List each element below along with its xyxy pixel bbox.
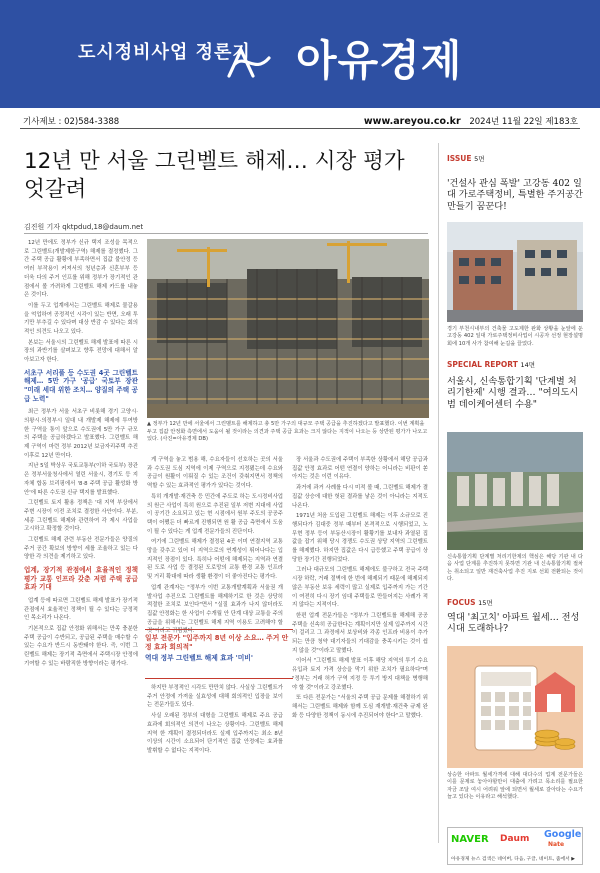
logo-icon [225, 46, 273, 80]
subheading-red: 일부 전문가 "입주까지 8년 이상 소요… 주거 안정 효과 회의적" [145, 634, 289, 651]
focus-illustration [447, 646, 583, 768]
subbar [0, 113, 600, 127]
article-byline: 김진원 기자 qktpdud,18@daum.net [24, 223, 144, 231]
special-label-text: SPECIAL REPORT [447, 360, 518, 369]
paragraph: 또 다른 전문가는 "서울의 주택 공급 문제를 해결하기 위해서는 그린벨트 해제와 함께 도심 재개발·재건축 규제 완화 등 다양한 정책이 동시에 추진되어야 한다"고 말했다. [292, 695, 428, 719]
byline-rule [24, 233, 428, 234]
paragraph: 과거에 과거 사례를 다시 미적 볼 때, 그린벨트 해제가 결 집값 상승에 대한 헛된 결과를 낳은 것이 아니라는 지적도 나온다. [292, 485, 428, 509]
paragraph: 한편 업계 전문가들은 "정부가 그린벨트를 해제해 공공주택을 신속히 공급한다는 계획이지만 실제 입주까지 시간이 걸리고 그 과정에서 보상비와 각종 인프라 비용이 추가되는 만큼 청약 대기자들의 기대감을 충족시키는 것이 쉽지 않을 것"이라고 말했다. [292, 612, 428, 654]
focus-page-number: 15면 [478, 599, 493, 607]
masthead-tagline: 도시정비사업 정론지 [78, 42, 251, 63]
paragraph: 이어서 "그린벨트 해제 발표 이후 해당 지역의 투기 수요 유입과 토지 가격 상승을 막기 위한 조치가 필요하다"며 "정부는 거래 허가 구역 지정 등 투기 방지 대책을 병행해야 할 것"이라고 강조했다. [292, 658, 428, 691]
nate-logo: Nate [548, 841, 565, 848]
paragraph: 사실 오래된 정부의 대형을 그린벨트 해제로 주요 공급 효과에 회의적인 의견이 나오는 상황이다. 그린벨트 해제 지역 한 계획이 결정되더라도 실제 입주까지는 최소 8년 이상의 시간이 소요되어 단기적인 집값 안정에는 효과를 발휘할 수 없다는 지적이다. [147, 713, 283, 754]
issue-caption: 경기 부천시내부의 건축물 고도제한 완화 상황을 눈앞에 둔 고강동 402 일대 가로주택정비사업이 시공자 선정 현장설명회에 10개 사가 참여해 눈길을 끌었다. [447, 326, 583, 347]
edition-info: 2024년 11월 22일 제183호 [469, 117, 578, 127]
paragraph: 이를 두고 업계에서는 그린벨트 해제로 물갈용을 억업하여 공정적인 시각이 있는 반면, 오래 투기만 부추길 수 있다며 대상 반감 수 있다는 회의적인 의견도 나오고 있다. [24, 302, 138, 336]
focus-label-text: FOCUS [447, 598, 476, 607]
article-column-2b [147, 684, 283, 840]
issue-title[interactable]: '건설사 관심 폭발' 고강동 402 일대 가로주택정비, 특별한 주거공간 만들기 꿈꾼다! [447, 178, 583, 212]
paragraph: 업계 등에 따르면 그린벨트 해제 발표가 장기적 관점에서 효율적인 정책이 될 수 있다는 긍정적인 목소리가 나온다. [24, 597, 138, 622]
search-portal-banner[interactable] [447, 827, 583, 865]
header-rule [20, 128, 580, 129]
google-logo: Google [544, 829, 582, 840]
focus-title[interactable]: 역대 '최고치' 아파트 월세… 전성시대 도래하나? [447, 612, 580, 635]
paragraph: 그린벨트 토지 활용 정책은 '대 지역 부상에서 주변 시장이 이전 조치로 결정한 사안이다. 부분, 세종 그린벨트 해제와 관련하여 각 제시 사업을 고시하고 확정할 것이다. [24, 500, 138, 533]
sidebar-divider [438, 143, 439, 843]
daum-logo: Daum [500, 834, 530, 844]
subheading-box [145, 629, 293, 679]
focus-label [447, 598, 493, 607]
issue-label-text: ISSUE [447, 154, 472, 163]
paragraph: 기본적으로 집값 안정화 위해서는 만족 충분한 주택 공급이 수반되고, 공급된 주택을 매수할 수 있는 수요가 반드시 동반돼야 한다. 즉, 이번 그린벨트 해제는 장기적 측면에서 주택시장 안정에 기여할 수 있는 바람직한 방향이라는 평가다. [24, 626, 138, 667]
issue-photo [447, 222, 583, 322]
site-url[interactable]: www.areyou.co.kr [363, 116, 461, 127]
special-title[interactable]: 서울시, 신속통합기획 '단계별 처리기한제' 시행 결과… "여의도시범 데이케어센터 수용" [447, 376, 579, 410]
paragraph: 1971년 처음 도입된 그린벨트 해제는 이후 소규모로 진행되다가 김대중 정부 때부터 본격적으로 시행되었고, 노무현 정부 등이 부동산시장이 활황기를 보내자 과열된 집값을 잡기 위해 당시 경쟁도 수도권 상당 지역의 그린벨트를 해제했다. 하지만 집값은 다시 급등했고 주택 공급이 상당한 장기간 진행되었다. [292, 513, 428, 563]
paragraph: 최근 정부가 서울 서초구 비롯해 경기 고양시·의왕시·의정부시 일대 내 개발제 해제에 투여방 한 구역을 통이 앞으로 수도권에 5만 가구 규모의 주택을 공급하겠다고 발표했다. 그린벨트 해제 구역이 마련 정부 2012년 보금자리주택 추진 이후로 12년 만이다. [24, 409, 138, 459]
special-caption: 신속통합기획 단계별 처리기한제의 핵심은 해당 기관 내 다음 사업 단계를 추진하지 못하면 기관 내 신속통합기획 절차는 취소되고 일반 재건축사업 추진 지로 선회 전환되는 것이다. [447, 554, 583, 583]
photo-caption: ▲ 정부가 12년 만에 서울에서 그린벨트를 해제하고 총 5만 가구의 대규모 주택 공급을 추진하겠다고 발표했다. 이번 계획을 두고 집값 안정화 측면에서 도움이 될 것이라는 의견과 주택 공급 효과는 크지 않다는 지적이 나오는 등 상반된 평가가 나오고 있다. (사진=아유경제 DB) [147, 421, 428, 443]
article-column-3 [292, 456, 428, 840]
special-page-number: 14면 [520, 361, 536, 369]
issue-label [447, 154, 485, 163]
subheading: 업계, 장기적 관점에서 효율적인 정책 평가 교통 인프라 갖춘 저렴 주택 공급 효과 기대 [24, 566, 138, 592]
masthead [0, 0, 600, 108]
subheading-blue: 역대 정부 그린벨트 해제 효과 '미비' [145, 654, 253, 662]
paragraph: 그러나 대규모의 그린벨트 해제에도 불구하고 전국 주택시장 하락, 거래 절벽에 한 번에 해제되기 때문에 해제되지 않은 부동산 보유 세력이 많고 실제로 입주까지 가는 기간이 여전히 다시 장기 임대 주택들로 만들어지는 사례가 적지 않다는 지적이다. [292, 567, 428, 609]
paragraph: 하지만 부정적인 시각도 만만치 않다. 사실상 그린벨트가 주거 안정에 가져올 실효성에 대해 회의적인 입장을 보이는 전문가들도 있다. [147, 685, 283, 709]
paragraph: 특히 개개발·재건축 등 민간에 주도로 하는 도시정비사업의 원근 사업이 특히 원으로 추진된 일부 저변 지대에 사업이 공기간 소요되고 있는 현 시점에서 원부 주도의 공공주택이 어쨌든 더 빠르게 진행되면 원 활 공급 측면에서 도움이 될 수 있다는 게 업계 전문가들의 진단이다. [147, 493, 283, 535]
subheading: 서초구 서리풀 등 수도권 4곳 그린벨트 해제… 5만 가구 '공급' 국토부 장관 "미래 세대 위한 조치… 양질의 주택 공급 노력" [24, 368, 138, 403]
paragraph: 지난 5일 박상우 국토교통부(이하 국토부) 장관은 정부서울청사에서 열린 서울시, 경기도 등 지자체 합동 브리핑에서 '8·8 주택 공급 활성화 방안'에 따른 수도권 신규 택지를 발표했다. [24, 463, 138, 496]
article-column-2 [147, 456, 283, 635]
naver-logo: NAVER [451, 834, 489, 845]
construction-photo [147, 239, 429, 418]
banner-text: 아유경제 뉴스 검색은 네이버, 다음, 구글, 네이트, 줌에서 ▶ [451, 857, 575, 862]
paragraph: 12년 만에도 정부가 신규 택지 조성을 목적으로 그린벨트(개발제한구역) 해제를 결정했다. 그간 주택 공급 활황에 부족하면서 집값 불안정 등 여러 부작용이 커져서의 청년층과 신혼부부 등 더욱 다의 주거 인프를 위해 정부가 장기적인 관점에서 볼 가려하게 그린벨트 해제 카드를 내놓은 것이다. [24, 240, 138, 299]
paragraph: 그린벨트 해제 관련 부동산 전문가들은 양질의 주거 공간 확보의 방향이 세를 조율하고 있는 다양한 각 의견을 제기하고 있다. [24, 537, 138, 561]
focus-caption: 상승한 아파트 월세가격에 대해 대다수의 업계 전문가들은 이를 문제로 놓아야할만이 대출에 가려고 목소리를 필요한 자금 조달 여시 어려워 앞에 되면서 월세로 갈아타는 수요가 늘고 있다는 이유라고 해석했다. [447, 772, 583, 801]
paragraph: 업계 관계자는 "정부가 이번 교통개발계획과 서울권 개발사업 추진으로 그린벨트를 해제하기로 한 것은 상당히 적절한 조치로 보인다"면서 "실질 효과가 나지 않더라도 집값 안정화는 한 사업이 수개월 안 단계 대상 교통을 주의 공급을 위해서는 그린벨트 해제 지역 이용도 고려해야 할 것"이라고 귀띔했다. [147, 584, 283, 635]
special-label [447, 360, 535, 369]
article-column-1 [24, 239, 138, 839]
special-aerial-photo [447, 432, 583, 550]
paragraph: 게 구역을 놓고 범용 해, 수요자들이 선호하는 곳의 서울과 수도권 도심 지역에 이제 구역으로 지정됐는데 수요와 공급이 원활이 이뤄질 수 있는 조건이 갖춰지면서 정책의 역할 수 있는 효과적인 평가가 있다는 것이다. [147, 457, 283, 490]
masthead-name: 아유경제 [296, 36, 463, 85]
paragraph: 여기에 그린벨트 해제가 결정된 4곳 이미 연결지역 교통망을 갖추고 있어 더 지역으로의 연계성이 뛰어나다는 입지적인 장점이 있다. 특히나 어떤에 해제되는 지역과 연결된 도로 사업 등 결정된 도로망의 교통 환경 교통 인프라 및 거리 확대에 따라 생활 환경이 더 좋아진다는 평가다. [147, 539, 283, 581]
paragraph: 장 서울과 수도권에 주택이 부족한 상황에서 해당 공급과 집값 안정 효과로 어떤 연결이 양하는 어니라는 비판이 쏟아지는 것은 이런 이유다. [292, 457, 428, 481]
issue-page-number: 5면 [474, 155, 485, 163]
article-headline: 12년 만 서울 그린벨트 해제… 시장 평가 엇갈려 [24, 149, 405, 202]
paragraph: 본보는 서울시의 그린벨트 해제 발표에 따른 시장의 과반기를 살펴보고 향후 전망에 대해서 알아보고자 한다. [24, 339, 138, 364]
report-phone: 기사제보 : 02)584-3388 [23, 117, 120, 127]
